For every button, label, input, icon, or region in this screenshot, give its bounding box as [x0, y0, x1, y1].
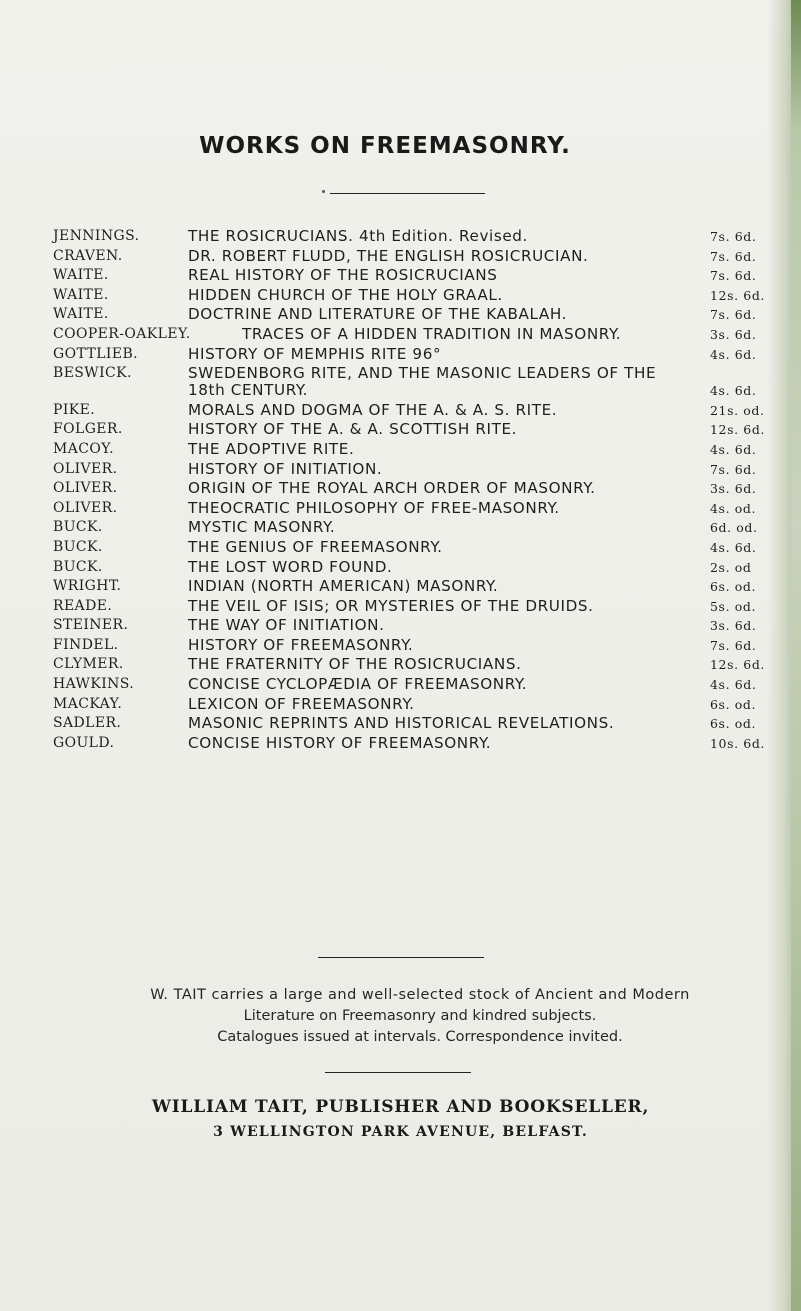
book-title: SWEDENBORG RITE, AND THE MASONIC LEADERS OF THE 18th CENTURY. — [188, 364, 657, 400]
book-row — [53, 500, 771, 517]
book-title: MYSTIC MASONRY. — [188, 518, 336, 537]
book-price: 7s. 6d. — [710, 461, 757, 477]
notice-line: W. TAIT carries a large and well-selected stock of Ancient and Modern — [150, 987, 690, 1003]
book-price: 6d. od. — [710, 520, 758, 536]
book-title: TRACES OF A HIDDEN TRADITION IN MASONRY. — [242, 324, 622, 343]
ornament-dot — [322, 190, 325, 193]
book-author: WAITE. — [53, 306, 109, 323]
book-row — [53, 326, 771, 343]
book-price: 2s. od — [710, 559, 752, 575]
book-title: LEXICON OF FREEMASONRY. — [188, 694, 415, 713]
book-author: SADLER. — [53, 715, 122, 732]
book-row — [53, 421, 771, 438]
book-author: WAITE. — [53, 286, 109, 303]
book-row — [53, 267, 771, 284]
book-row — [53, 365, 771, 399]
book-title: HIDDEN CHURCH OF THE HOLY GRAAL. — [188, 285, 503, 304]
book-author: MACKAY. — [53, 695, 123, 712]
book-title: ORIGIN OF THE ROYAL ARCH ORDER OF MASONRY. — [188, 479, 596, 498]
book-author: MACOY. — [53, 440, 114, 457]
book-row — [53, 402, 771, 419]
book-title: THE GENIUS OF FREEMASONRY. — [188, 537, 443, 556]
book-title: HISTORY OF INITIATION. — [188, 459, 383, 478]
book-price: 4s. 6d. — [710, 346, 757, 362]
book-price: 4s. 6d. — [710, 677, 757, 693]
book-author: CLYMER. — [53, 656, 124, 673]
book-row — [53, 346, 771, 363]
book-title: HISTORY OF MEMPHIS RITE 96° — [188, 344, 442, 363]
book-title: THEOCRATIC PHILOSOPHY OF FREE-MASONRY. — [188, 498, 560, 517]
book-title: CONCISE CYCLOPÆDIA OF FREEMASONRY. — [188, 675, 528, 694]
book-price: 4s. 6d. — [710, 441, 757, 457]
book-author: BUCK. — [53, 519, 103, 536]
book-row — [53, 519, 771, 536]
book-row — [53, 461, 771, 478]
book-row — [53, 656, 771, 673]
book-author: OLIVER. — [53, 499, 118, 516]
book-price: 7s. 6d. — [710, 637, 757, 653]
publisher-line: WILLIAM TAIT, PUBLISHER AND BOOKSELLER, — [151, 1097, 650, 1117]
book-row — [53, 617, 771, 634]
book-price: 7s. 6d. — [710, 307, 757, 323]
book-price: 3s. 6d. — [710, 481, 757, 497]
book-price: 7s. 6d. — [710, 248, 757, 264]
book-author: WAITE. — [53, 267, 109, 284]
notice-line: Catalogues issued at intervals. Correspondence invited. — [217, 1029, 623, 1045]
book-price: 6s. od. — [710, 716, 757, 732]
book-author: GOULD. — [53, 734, 115, 751]
book-author: BESWICK. — [53, 365, 132, 382]
publisher-address: 3 WELLINGTON PARK AVENUE, BELFAST. — [213, 1124, 588, 1140]
book-row — [53, 287, 771, 304]
book-author: CRAVEN. — [53, 247, 123, 264]
book-price: 5s. od. — [710, 598, 757, 614]
book-price: 12s. 6d. — [710, 657, 765, 673]
book-title: THE ADOPTIVE RITE. — [188, 439, 355, 458]
book-author: PIKE. — [53, 401, 96, 418]
book-title: INDIAN (NORTH AMERICAN) MASONRY. — [188, 577, 499, 596]
book-row — [53, 715, 771, 732]
book-author: COOPER-OAKLEY. — [53, 325, 191, 342]
book-author: FOLGER. — [53, 421, 123, 438]
book-row — [53, 480, 771, 497]
book-price: 7s. 6d. — [710, 268, 757, 284]
book-author: GOTTLIEB. — [53, 345, 138, 362]
book-row — [53, 735, 771, 752]
page-title: WORKS ON FREEMASONRY. — [199, 133, 571, 159]
book-row — [53, 578, 771, 595]
book-price: 3s. 6d. — [710, 326, 757, 342]
book-title: THE WAY OF INITIATION. — [188, 616, 385, 635]
divider-bottom — [325, 1072, 471, 1073]
book-row — [53, 441, 771, 458]
book-author: OLIVER. — [53, 460, 118, 477]
book-price: 12s. 6d. — [710, 287, 765, 303]
book-title: MORALS AND DOGMA OF THE A. & A. S. RITE. — [188, 400, 558, 419]
book-author: READE. — [53, 597, 113, 614]
book-author: WRIGHT. — [53, 578, 122, 595]
book-row — [53, 637, 771, 654]
book-price: 12s. 6d. — [710, 422, 765, 438]
book-price: 6s. od. — [710, 579, 757, 595]
book-price: 10s. 6d. — [710, 735, 765, 751]
book-list — [53, 228, 771, 754]
book-row — [53, 248, 771, 265]
book-price: 4s. 6d. — [710, 383, 757, 399]
book-price: 4s. od. — [710, 500, 757, 516]
book-row — [53, 539, 771, 556]
book-title: HISTORY OF THE A. & A. SCOTTISH RITE. — [188, 420, 518, 439]
book-row — [53, 306, 771, 323]
book-title: REAL HISTORY OF THE ROSICRUCIANS — [188, 266, 498, 285]
book-author: STEINER. — [53, 617, 129, 634]
book-row — [53, 559, 771, 576]
book-price: 3s. 6d. — [710, 618, 757, 634]
book-title: THE FRATERNITY OF THE ROSICRUCIANS. — [188, 655, 522, 674]
book-title: MASONIC REPRINTS AND HISTORICAL REVELATIONS. — [188, 714, 615, 733]
book-title: DR. ROBERT FLUDD, THE ENGLISH ROSICRUCIAN. — [188, 246, 589, 265]
book-row — [53, 696, 771, 713]
book-title: THE LOST WORD FOUND. — [188, 557, 393, 576]
book-title: THE ROSICRUCIANS. 4th Edition. Revised. — [188, 227, 528, 245]
stock-notice — [60, 985, 780, 1048]
book-title: HISTORY OF FREEMASONRY. — [188, 635, 414, 654]
book-author: FINDEL. — [53, 636, 119, 653]
book-author: OLIVER. — [53, 480, 118, 497]
book-author: JENNINGS. — [53, 228, 140, 244]
book-author: HAWKINS. — [53, 676, 135, 693]
book-title: DOCTRINE AND LITERATURE OF THE KABALAH. — [188, 305, 568, 324]
book-title: THE VEIL OF ISIS; OR MYSTERIES OF THE DRUIDS. — [188, 596, 594, 615]
notice-line: Literature on Freemasonry and kindred subjects. — [243, 1008, 597, 1024]
book-author: BUCK. — [53, 538, 103, 555]
book-row — [53, 676, 771, 693]
book-price: 21s. od. — [710, 402, 765, 418]
divider-top — [330, 193, 485, 194]
book-title: CONCISE HISTORY OF FREEMASONRY. — [188, 733, 492, 752]
book-price: 7s. 6d. — [710, 229, 757, 244]
book-row — [53, 228, 771, 245]
book-author: BUCK. — [53, 558, 103, 575]
book-price: 4s. 6d. — [710, 539, 757, 555]
book-row — [53, 598, 771, 615]
book-price: 6s. od. — [710, 696, 757, 712]
divider-middle — [318, 957, 484, 958]
